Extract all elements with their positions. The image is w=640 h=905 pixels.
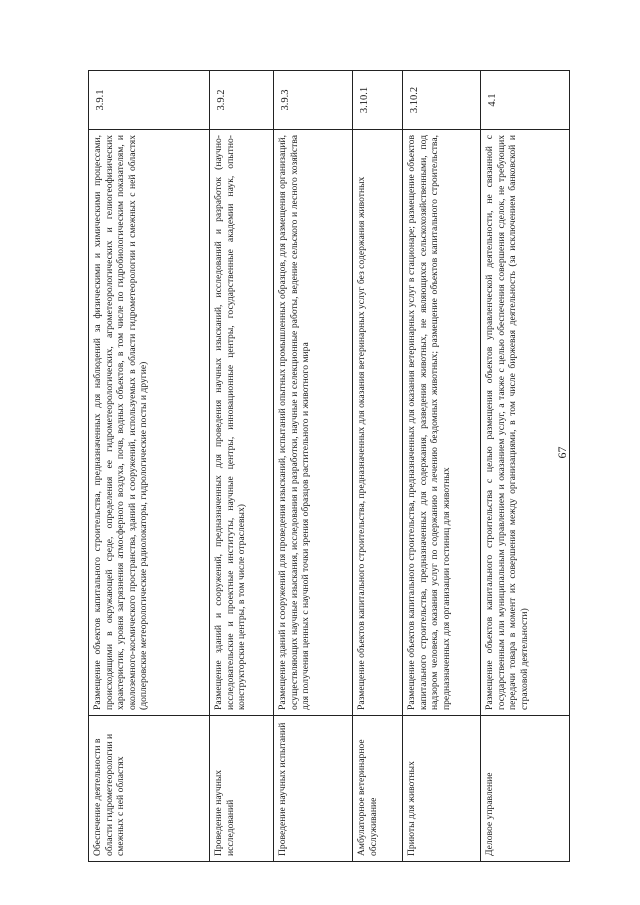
use-type-name: Деловое управление xyxy=(481,716,570,862)
use-type-code: 3.10.1 xyxy=(353,71,403,130)
use-type-name: Приюты для животных xyxy=(403,716,481,862)
use-type-description: Размещение объектов капитального строительства, предназначенных для наблюдений за физическими и химическими процессами, происходящими в окружающей среде, определения ее гидрометеорологических, агрометеорологических и гелиогеофизических характеристик, уровня загрязнения атмосферного воздуха, почв, водных объектов, в том числе по гидробиологическим показателям, и околоземного-космического пространства, зданий и сооружений, используемых в области гидрометеорологии и смежных с ней областях (доплеровские метеорологические радиолокаторы, гидрологические посты и другие) xyxy=(89,130,210,716)
use-type-code: 3.10.2 xyxy=(403,71,481,130)
use-type-name: Обеспечение деятельности в области гидрометеорологии и смежных с ней областях xyxy=(89,716,210,862)
use-type-code: 3.9.1 xyxy=(89,71,210,130)
use-type-name: Проведение научных исследований xyxy=(210,716,274,862)
use-type-description: Размещение объектов капитального строительства с целью размещения объектов управленческой деятельности, не связанной с государственным или муниципальным управлением и оказанием услуг, а также с целью обеспечения совершения сделок, не требующих передачи товара в момент их совершения между организациями, в том числе биржевая деятельность (за исключением банковской и страховой деятельности) xyxy=(481,130,570,716)
page-number: 67 xyxy=(555,446,569,459)
table-row xyxy=(89,71,210,862)
use-type-name: Амбулаторное ветеринарное обслуживание xyxy=(353,716,403,862)
use-type-description: Размещение зданий и сооружений, предназначенных для проведения научных изысканий, исследований и разработок (научно-исследовательские и проектные институты, научные центры, инновационные центры, государственные академии наук, опытно-конструкторские центры, в том числе отраслевых) xyxy=(210,130,274,716)
use-type-code: 4.1 xyxy=(481,71,570,130)
table-row xyxy=(210,71,274,862)
use-type-code: 3.9.2 xyxy=(210,71,274,130)
use-type-description: Размещение объектов капитального строительства, предназначенных для оказания ветеринарных услуг без содержания животных xyxy=(353,130,403,716)
land-use-table xyxy=(88,70,570,862)
table-row xyxy=(403,71,481,862)
use-type-code: 3.9.3 xyxy=(274,71,353,130)
use-type-description: Размещение объектов капитального строительства, предназначенных для оказания ветеринарных услуг в стационаре; размещение объектов капитального строительства, предназначенных для содержания, разведения животных, не являющихся сельскохозяйственными, под надзором человека, оказания услуг по содержанию и лечению бездомных животных; размещение объектов капитального строительства, предназначенных для организации гостиниц для животных xyxy=(403,130,481,716)
table-row xyxy=(353,71,403,862)
table-row xyxy=(481,71,570,862)
table-row xyxy=(274,71,353,862)
use-type-name: Проведение научных испытаний xyxy=(274,716,353,862)
use-type-description: Размещение зданий и сооружений для проведения изысканий, испытаний опытных промышленных образцов, для размещения организаций, осуществляющих научные изыскания, исследования и разработки, научные и селекционные работы, ведение сельского и лесного хозяйства для получения ценных с научной точки зрения образцов растительного и животного мира xyxy=(274,130,353,716)
